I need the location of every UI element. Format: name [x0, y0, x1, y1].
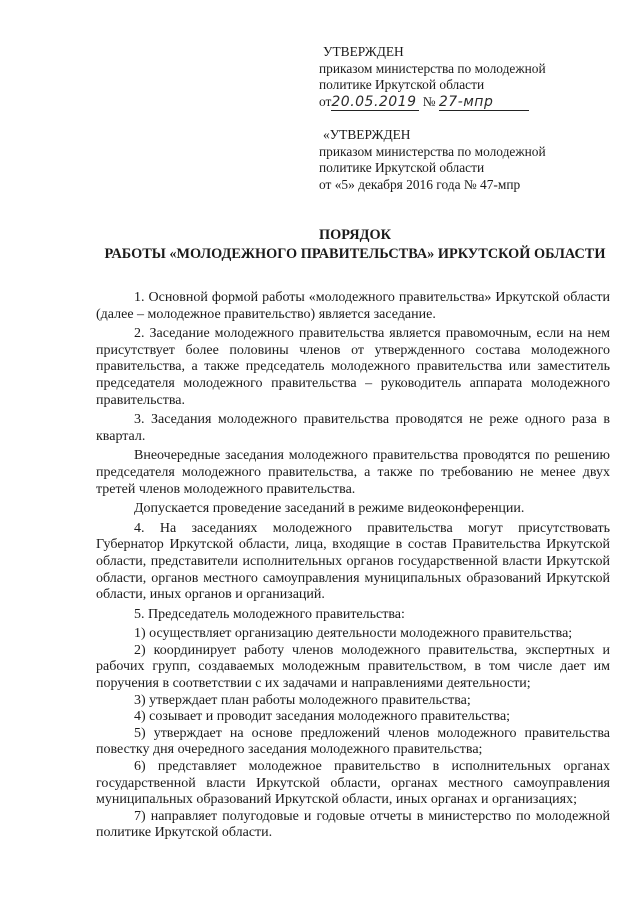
- approval-title: «УТВЕРЖДЕН: [323, 127, 411, 142]
- paragraph: 4. На заседаниях молодежного правительства могут присутствовать Губернатор Иркутской области, лица, входящие в состав Правительства Иркутской области, представители исполнительных органов государственной власти Иркутской области, органов местного самоуправления муниципальных образований Иркутской области, иных органов и организаций.: [96, 520, 610, 603]
- approval-date-prefix: от: [319, 93, 332, 109]
- approval-number-sign: №: [422, 93, 436, 109]
- list-item: 5) утверждает на основе предложений членов молодежного правительства повестку дня очередного заседания молодежного правительства;: [96, 725, 610, 758]
- list-item: 4) созывает и проводит заседания молодежного правительства;: [134, 709, 511, 725]
- list-item: 3) утверждает план работы молодежного правительства;: [134, 692, 471, 708]
- paragraph: 2. Заседание молодежного правительства является правомочным, если на нем присутствует более половины членов от утвержденного состава молодежного правительства, а также председатель молодежного правительства или заместитель председателя молодежного правительства – руководитель аппарата молодежного правительства.: [96, 326, 610, 408]
- paragraph: 5. Председатель молодежного правительства:: [134, 606, 405, 622]
- approval-line: политике Иркутской области: [319, 160, 485, 175]
- paragraph: 1. Основной формой работы «молодежного правительства» Иркутской области (далее – молодежное правительство) является заседание.: [96, 290, 610, 322]
- approval-title: УТВЕРЖДЕН: [323, 44, 404, 59]
- approval-line: от «5» декабря 2016 года № 47-мпр: [319, 176, 521, 192]
- document-subtitle: РАБОТЫ «МОЛОДЕЖНОГО ПРАВИТЕЛЬСТВА» ИРКУТСКОЙ ОБЛАСТИ: [104, 246, 606, 262]
- handwritten-number: 27-мпр: [438, 93, 494, 110]
- approval-date-line: [319, 94, 619, 111]
- approval-line: приказом министерства по молодежной: [319, 60, 546, 76]
- paragraph: Допускается проведение заседаний в режиме видеоконференции.: [134, 501, 525, 517]
- document-heading: [95, 226, 615, 264]
- approval-stamp-current: [319, 44, 619, 111]
- paragraph: 3. Заседания молодежного правительства проводятся не реже одного раза в квартал.: [96, 412, 610, 444]
- document-title: ПОРЯДОК: [319, 227, 391, 243]
- list-item: 6) представляет молодежное правительство в исполнительных органах государственной власти Иркутской области, органах местного самоуправления муниципальных образований Иркутской области, иных органах и организациях;: [96, 759, 610, 808]
- list-item: 1) осуществляет организацию деятельности молодежного правительства;: [134, 626, 573, 642]
- document-body: [96, 290, 610, 842]
- list-item: 2) координирует работу членов молодежного правительства, экспертных и рабочих групп, создаваемых молодежным правительством, в том числе дает им поручения в соответствии с их задачами и направлениями деятельности;: [96, 642, 610, 692]
- approval-line: политике Иркутской области: [319, 77, 485, 92]
- handwritten-date: 20.05.2019: [331, 93, 417, 110]
- paragraph: Внеочередные заседания молодежного правительства проводятся по решению председателя молодежного правительства, а также по требованию не менее двух третей членов молодежного правительства.: [96, 448, 610, 497]
- approval-line: приказом министерства по молодежной: [319, 143, 546, 159]
- approval-stamp-previous: [319, 127, 619, 193]
- list-item: 7) направляет полугодовые и годовые отчеты в министерство по молодежной политике Иркутской области.: [96, 808, 610, 841]
